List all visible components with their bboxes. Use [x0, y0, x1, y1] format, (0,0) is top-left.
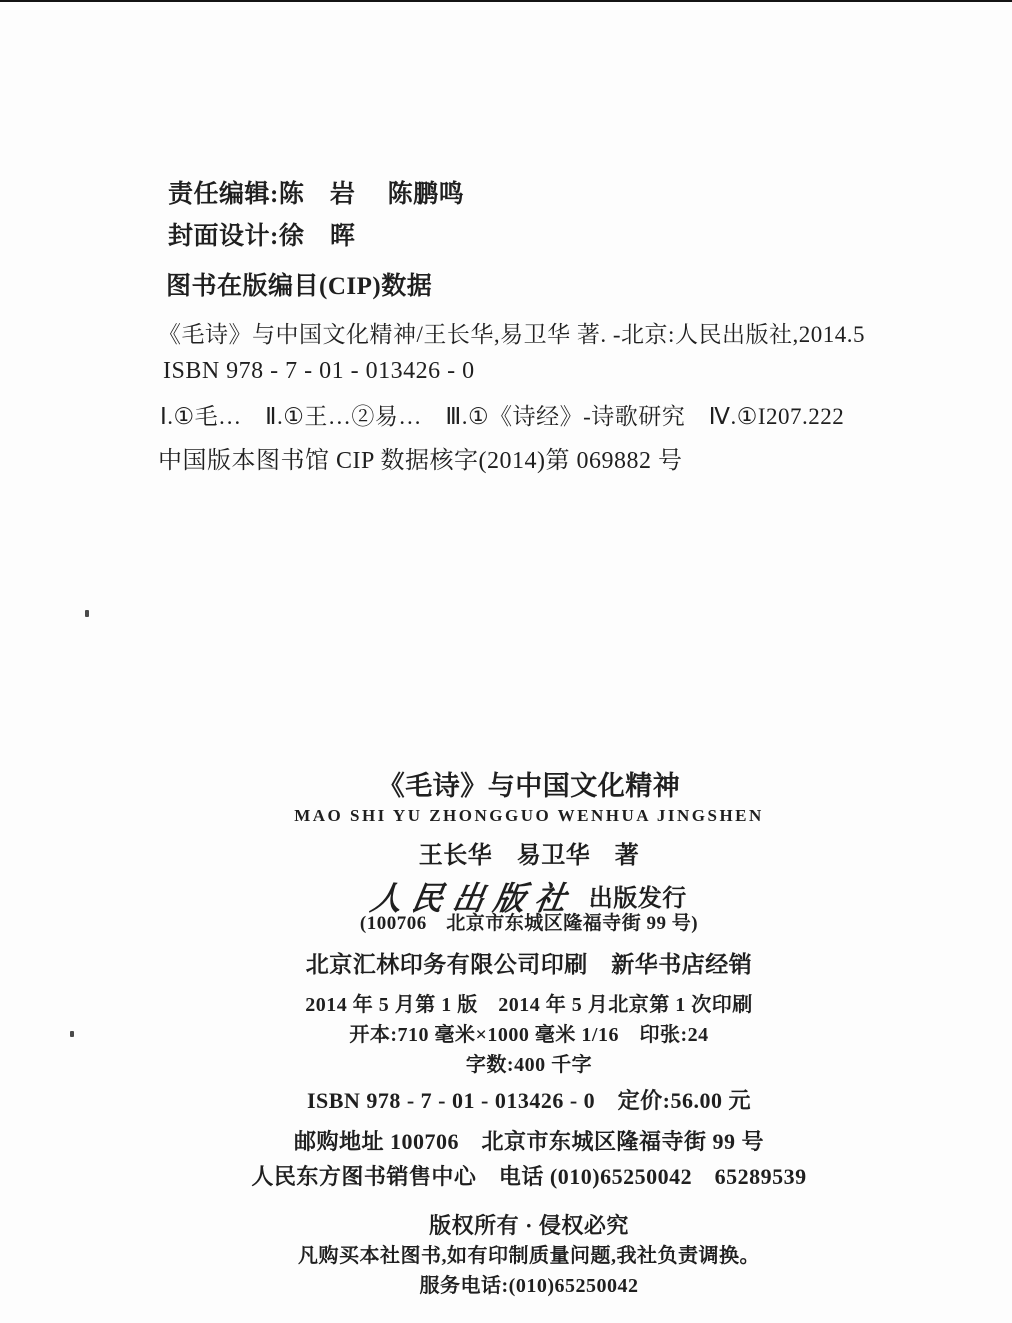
authors-line: 王长华 易卫华 著 [418, 843, 640, 869]
cover-design-line: 封面设计:徐 晖 [168, 223, 356, 250]
publisher-suffix: 出版发行 [588, 886, 687, 912]
cip-entry-line: 《毛诗》与中国文化精神/王长华,易卫华 著. -北京:人民出版社,2014.5 [158, 322, 865, 347]
scan-speck [85, 610, 89, 617]
responsible-editor-line: 责任编辑:陈 岩 陈鹏鸣 [168, 181, 465, 208]
book-title-pinyin: MAO SHI YU ZHONGGUO WENHUA JINGSHEN [294, 806, 764, 825]
copyright-notice: 版权所有 · 侵权必究 [429, 1213, 629, 1238]
sales-line: 人民东方图书销售中心 电话 (010)65250042 65289539 [251, 1164, 807, 1189]
publisher-script-logo: 人民出版社 [368, 880, 580, 917]
edition-line: 2014 年 5 月第 1 版 2014 年 5 月北京第 1 次印刷 [305, 994, 753, 1016]
scan-top-edge [0, 0, 1012, 2]
publisher-address-line: (100706 北京市东城区隆福寺街 99 号) [359, 913, 699, 934]
isbn-price-line: ISBN 978 - 7 - 01 - 013426 - 0 定价:56.00 元 [307, 1088, 751, 1113]
printer-line: 北京汇林印务有限公司印刷 新华书店经销 [305, 952, 753, 977]
quality-notice: 凡购买本社图书,如有印制质量问题,我社负责调换。 [298, 1245, 760, 1267]
book-title: 《毛诗》与中国文化精神 [377, 771, 681, 801]
cip-isbn-line: ISBN 978 - 7 - 01 - 013426 - 0 [163, 358, 475, 384]
cip-heading: 图书在版编目(CIP)数据 [166, 273, 433, 300]
cip-classification-line: Ⅰ.①毛… Ⅱ.①王…②易… Ⅲ.①《诗经》-诗歌研究 Ⅳ.①I207.222 [160, 404, 845, 429]
publisher-line [46, 880, 1012, 917]
mail-order-line: 邮购地址 100706 北京市东城区隆福寺街 99 号 [293, 1129, 764, 1154]
format-line: 开本:710 毫米×1000 毫米 1/16 印张:24 [349, 1024, 709, 1046]
service-phone-line: 服务电话:(010)65250042 [419, 1275, 639, 1297]
word-count-line: 字数:400 千字 [465, 1054, 593, 1076]
cip-record-line: 中国版本图书馆 CIP 数据核字(2014)第 069882 号 [158, 448, 683, 474]
